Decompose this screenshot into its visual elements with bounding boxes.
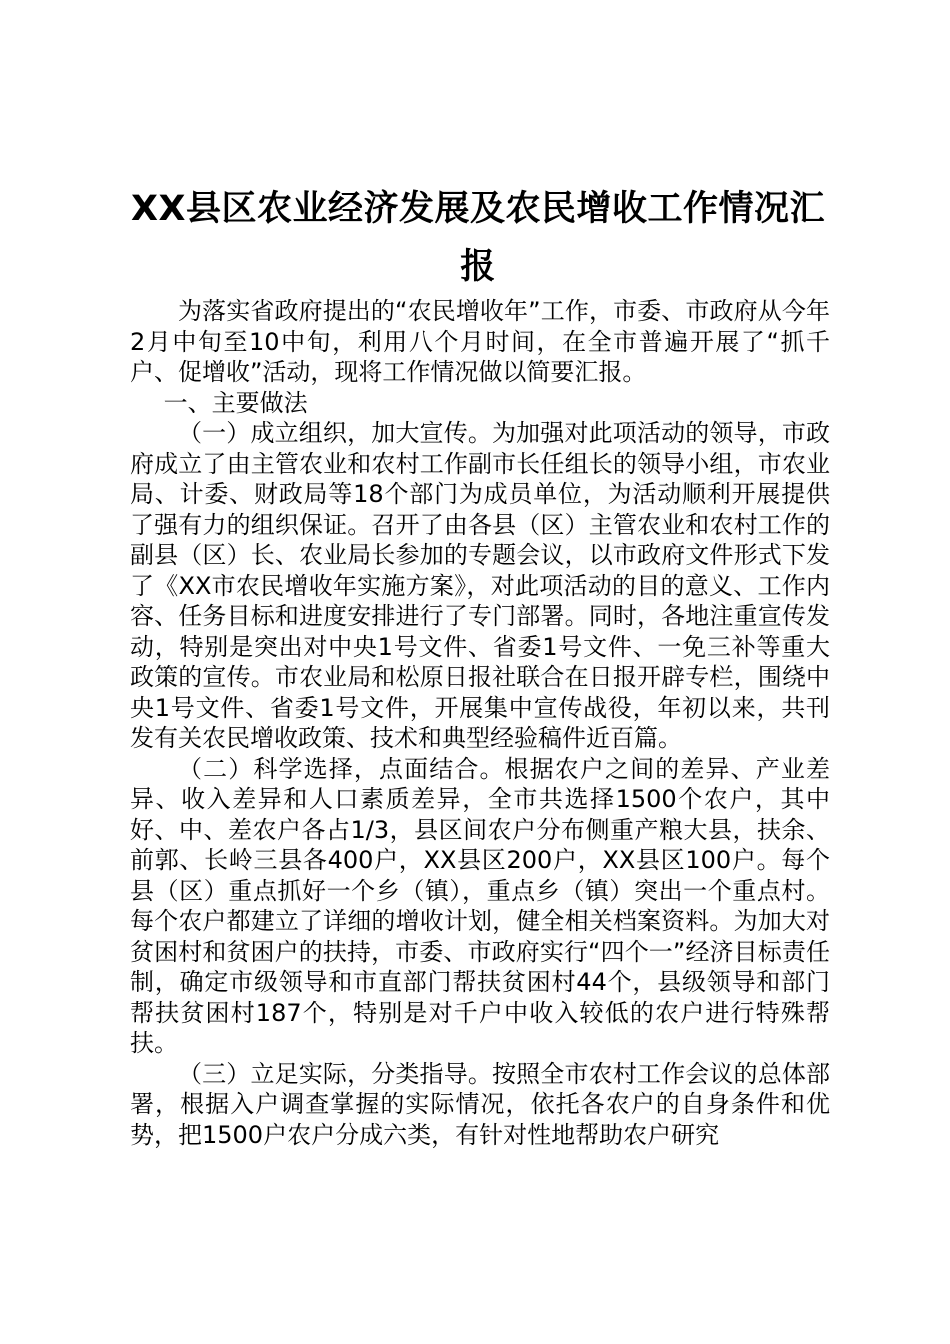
document-title: XX县区农业经济发展及农民增收工作情况汇报 <box>131 189 825 287</box>
document-body <box>130 296 830 1150</box>
section-heading: 一、主要做法 <box>163 388 308 417</box>
paragraph-organization: （一）成立组织，加大宣传。为加强对此项活动的领导，市政府成立了由主管农业和农村工作副市长任组长的领导小组，市农业局、计委、财政局等18个部门为成员单位，为活动顺利开展提供了强有力的组织保证。召开了由各县（区）主管农业和农村工作的副县（区）长、农业局长参加的专题会议，以市政府文件形式下发了《XX市农民增收年实施方案》，对此项活动的目的意义、工作内容、任务目标和进度安排进行了专门部署。同时，各地注重宣传发动，特别是突出对中央1号文件、省委1号文件、一免三补等重大政策的宣传。市农业局和松原日报社联合在日报开辟专栏，围绕中央1号文件、省委1号文件，开展集中宣传战役，年初以来，共刊发有关农民增收政策、技术和典型经验稿件近百篇。 <box>130 419 830 752</box>
intro-paragraph: 为落实省政府提出的“农民增收年”工作，市委、市政府从今年2月中旬至10中旬，利用八个月时间，在全市普遍开展了“抓千户、促增收”活动，现将工作情况做以简要汇报。 <box>130 297 830 386</box>
paragraph-guidance: （三）立足实际，分类指导。按照全市农村工作会议的总体部署，根据入户调查掌握的实际情况，依托各农户的自身条件和优势，把1500户农户分成六类，有针对性地帮助农户研究 <box>130 1059 830 1149</box>
paragraph-selection: （二）科学选择，点面结合。根据农户之间的差异、产业差异、收入差异和人口素质差异，全市共选择1500个农户，其中好、中、差农户各占1/3，县区间农户分布侧重产粮大县，扶余、前郭、长岭三县各400户，XX县区200户，XX县区100户。每个县（区）重点抓好一个乡（镇），重点乡（镇）突出一个重点村。每个农户都建立了详细的增收计划，健全相关档案资料。为加大对贫困村和贫困户的扶持，市委、市政府实行“四个一”经济目标责任制，确定市级领导和市直部门帮扶贫困村44个，县级领导和部门帮扶贫困村187个，特别是对千户中收入较低的农户进行特殊帮扶。 <box>130 754 830 1057</box>
